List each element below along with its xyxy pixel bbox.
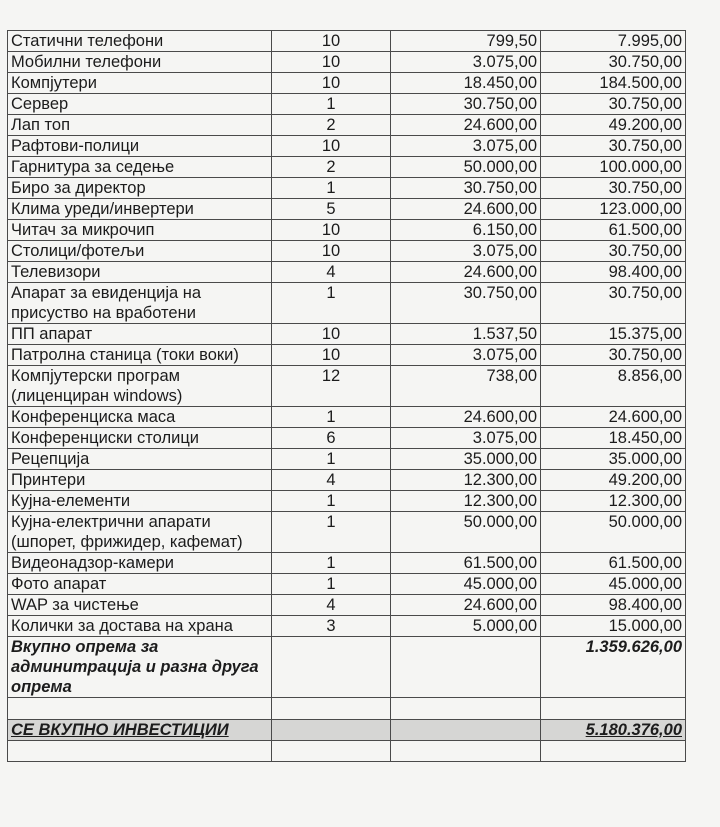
- item-total: 30.750,00: [541, 52, 686, 73]
- item-qty: 10: [272, 136, 391, 157]
- item-unit-price: 738,00: [391, 366, 541, 407]
- table-row: [8, 449, 686, 470]
- item-qty: 1: [272, 449, 391, 470]
- item-unit-price: 6.150,00: [391, 220, 541, 241]
- item-total: 123.000,00: [541, 199, 686, 220]
- item-name: Читач за микрочип: [8, 220, 272, 241]
- item-unit-price: 30.750,00: [391, 94, 541, 115]
- table-row: [8, 324, 686, 345]
- table-row: [8, 178, 686, 199]
- table-row: [8, 553, 686, 574]
- item-total: 98.400,00: [541, 262, 686, 283]
- item-unit-price: 3.075,00: [391, 136, 541, 157]
- table-row: [8, 262, 686, 283]
- item-unit-price: 50.000,00: [391, 512, 541, 553]
- item-total: 30.750,00: [541, 283, 686, 324]
- item-total: 61.500,00: [541, 220, 686, 241]
- item-qty: 1: [272, 574, 391, 595]
- item-unit-price: 5.000,00: [391, 616, 541, 637]
- table-row: [8, 220, 686, 241]
- item-unit-price: 3.075,00: [391, 428, 541, 449]
- item-unit-price: 24.600,00: [391, 199, 541, 220]
- grand-total-price-cell: [391, 720, 541, 741]
- item-name: Сервер: [8, 94, 272, 115]
- item-qty: 10: [272, 52, 391, 73]
- table-row: [8, 574, 686, 595]
- item-name: Клима уреди/инвертери: [8, 199, 272, 220]
- item-total: 18.450,00: [541, 428, 686, 449]
- item-total: 184.500,00: [541, 73, 686, 94]
- item-unit-price: 35.000,00: [391, 449, 541, 470]
- item-total: 30.750,00: [541, 345, 686, 366]
- item-qty: 1: [272, 94, 391, 115]
- item-unit-price: 12.300,00: [391, 470, 541, 491]
- item-name: Конференциски столици: [8, 428, 272, 449]
- item-qty: 12: [272, 366, 391, 407]
- item-name: Колички за достава на храна: [8, 616, 272, 637]
- item-unit-price: 24.600,00: [391, 407, 541, 428]
- item-name: Лап топ: [8, 115, 272, 136]
- item-qty: 10: [272, 73, 391, 94]
- item-name: Рецепција: [8, 449, 272, 470]
- item-total: 45.000,00: [541, 574, 686, 595]
- table-row: [8, 491, 686, 512]
- item-qty: 10: [272, 241, 391, 262]
- item-total: 30.750,00: [541, 178, 686, 199]
- item-unit-price: 3.075,00: [391, 345, 541, 366]
- item-name: Столици/фотељи: [8, 241, 272, 262]
- item-name: Рафтови-полици: [8, 136, 272, 157]
- item-unit-price: 30.750,00: [391, 178, 541, 199]
- table-row: [8, 199, 686, 220]
- table-row: [8, 470, 686, 491]
- table-row: [8, 366, 686, 407]
- grand-total-qty-cell: [272, 720, 391, 741]
- item-total: 30.750,00: [541, 136, 686, 157]
- item-qty: 2: [272, 157, 391, 178]
- item-total: 98.400,00: [541, 595, 686, 616]
- item-unit-price: 24.600,00: [391, 262, 541, 283]
- item-total: 49.200,00: [541, 115, 686, 136]
- empty-row: [8, 698, 686, 720]
- item-name: Кујна-елементи: [8, 491, 272, 512]
- item-unit-price: 50.000,00: [391, 157, 541, 178]
- item-total: 12.300,00: [541, 491, 686, 512]
- item-qty: 10: [272, 345, 391, 366]
- item-qty: 5: [272, 199, 391, 220]
- table-row: [8, 512, 686, 553]
- table-row: [8, 616, 686, 637]
- item-unit-price: 1.537,50: [391, 324, 541, 345]
- table-row: [8, 115, 686, 136]
- item-unit-price: 18.450,00: [391, 73, 541, 94]
- table-row: [8, 407, 686, 428]
- item-total: 24.600,00: [541, 407, 686, 428]
- subtotal-total: 1.359.626,00: [541, 637, 686, 698]
- empty-row: [8, 741, 686, 762]
- subtotal-row: [8, 637, 686, 698]
- item-qty: 1: [272, 283, 391, 324]
- item-name: Компјутерски програм (лиценциран windows): [8, 366, 272, 407]
- item-qty: 3: [272, 616, 391, 637]
- equipment-table: [7, 30, 686, 762]
- item-name: Компјутери: [8, 73, 272, 94]
- item-name: Биро за директор: [8, 178, 272, 199]
- table-row: [8, 31, 686, 52]
- item-name: Телевизори: [8, 262, 272, 283]
- item-total: 49.200,00: [541, 470, 686, 491]
- item-qty: 4: [272, 470, 391, 491]
- item-unit-price: 3.075,00: [391, 241, 541, 262]
- item-qty: 1: [272, 178, 391, 199]
- table-row: [8, 136, 686, 157]
- item-total: 30.750,00: [541, 94, 686, 115]
- item-qty: 10: [272, 31, 391, 52]
- item-qty: 4: [272, 262, 391, 283]
- item-total: 30.750,00: [541, 241, 686, 262]
- item-name: Видеонадзор-камери: [8, 553, 272, 574]
- item-unit-price: 799,50: [391, 31, 541, 52]
- item-qty: 1: [272, 553, 391, 574]
- item-name: Апарат за евиденција на присуство на вработени: [8, 283, 272, 324]
- item-total: 8.856,00: [541, 366, 686, 407]
- item-unit-price: 24.600,00: [391, 595, 541, 616]
- item-qty: 10: [272, 324, 391, 345]
- item-qty: 2: [272, 115, 391, 136]
- grand-total-row: [8, 720, 686, 741]
- item-name: Гарнитура за седење: [8, 157, 272, 178]
- item-total: 7.995,00: [541, 31, 686, 52]
- grand-total-value: 5.180.376,00: [541, 720, 686, 741]
- item-name: Конференциска маса: [8, 407, 272, 428]
- item-total: 50.000,00: [541, 512, 686, 553]
- item-name: Принтери: [8, 470, 272, 491]
- item-name: Мобилни телефони: [8, 52, 272, 73]
- item-name: Статични телефони: [8, 31, 272, 52]
- table-row: [8, 283, 686, 324]
- subtotal-price-cell: [391, 637, 541, 698]
- equipment-table-body: [8, 31, 686, 762]
- item-name: WAP за чистење: [8, 595, 272, 616]
- table-row: [8, 157, 686, 178]
- item-unit-price: 3.075,00: [391, 52, 541, 73]
- item-unit-price: 45.000,00: [391, 574, 541, 595]
- item-qty: 1: [272, 491, 391, 512]
- item-total: 35.000,00: [541, 449, 686, 470]
- item-qty: 1: [272, 407, 391, 428]
- item-total: 61.500,00: [541, 553, 686, 574]
- item-total: 15.375,00: [541, 324, 686, 345]
- item-name: Кујна-електрични апарати (шпорет, фрижидер, кафемат): [8, 512, 272, 553]
- item-name: Патролна станица (токи воки): [8, 345, 272, 366]
- item-unit-price: 24.600,00: [391, 115, 541, 136]
- item-name: ПП апарат: [8, 324, 272, 345]
- table-row: [8, 241, 686, 262]
- item-qty: 10: [272, 220, 391, 241]
- item-unit-price: 12.300,00: [391, 491, 541, 512]
- subtotal-label: Вкупно опрема за админитрација и разна друга опрема: [8, 637, 272, 698]
- item-qty: 4: [272, 595, 391, 616]
- item-qty: 6: [272, 428, 391, 449]
- item-qty: 1: [272, 512, 391, 553]
- table-row: [8, 428, 686, 449]
- grand-total-label: СЕ ВКУПНО ИНВЕСТИЦИИ: [8, 720, 272, 741]
- table-row: [8, 52, 686, 73]
- subtotal-qty-cell: [272, 637, 391, 698]
- item-name: Фото апарат: [8, 574, 272, 595]
- item-unit-price: 61.500,00: [391, 553, 541, 574]
- table-row: [8, 345, 686, 366]
- table-row: [8, 94, 686, 115]
- item-total: 100.000,00: [541, 157, 686, 178]
- item-unit-price: 30.750,00: [391, 283, 541, 324]
- table-row: [8, 595, 686, 616]
- table-row: [8, 73, 686, 94]
- item-total: 15.000,00: [541, 616, 686, 637]
